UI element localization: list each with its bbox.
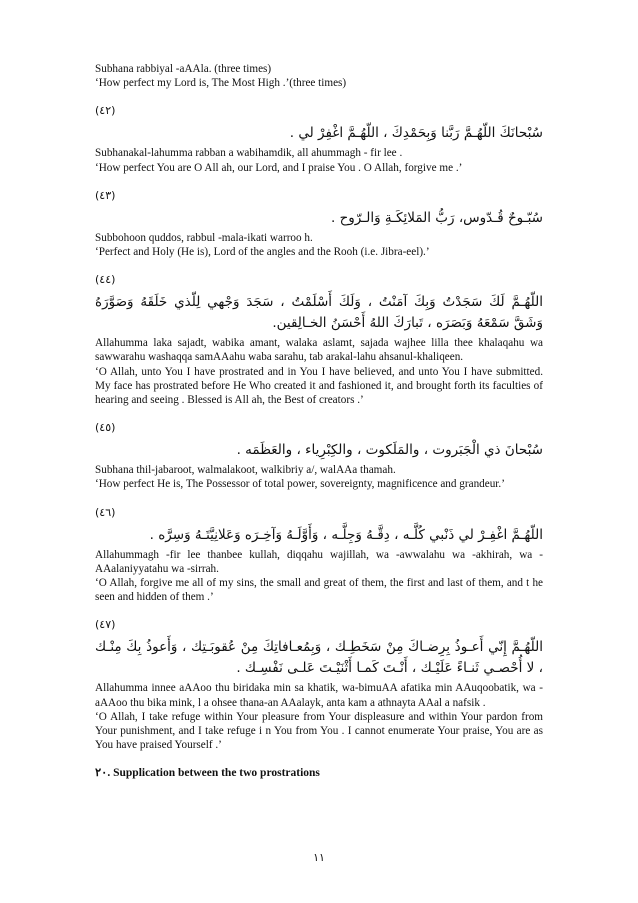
- page-number: ١١: [313, 851, 325, 864]
- page-content: [95, 62, 543, 781]
- translation: ‘How perfect You are O All ah, our Lord, and I praise You . O Allah, forgive me .’: [95, 161, 463, 174]
- translation: ‘O Allah, forgive me all of my sins, the small and great of them, the first and last of them, and t he seen and hidden of them .’: [95, 577, 543, 604]
- intro-transliteration: Subhana rabbiyal -aAAla. (three times): [95, 63, 272, 75]
- arabic-text: اللّهُـمَّ إِنّي أَعـوذُ بِرِضـاكَ مِنْ سَخَطِـك ، وَبِمُعـافاتِكَ مِنْ عُقوبَـتِك ، وَأَعوذُ بِكَ مِنْـك ، لا أُحْصـي ثَنـاءً عَلَيْـك ، أَنْـتَ كَمـا أَثْنَيْـتَ عَلـى نَفْسِـك .: [95, 639, 543, 677]
- transliteration: Subhana thil-jabaroot, walmalakoot, walkibriy a/, walAAa thamah.: [95, 464, 396, 477]
- transliteration: Allahummagh -fir lee thanbee kullah, diqqahu wajillah, wa -awwalahu wa -akhirah, wa -AAalaniyyatahu wa -sirrah.: [95, 548, 543, 575]
- translation: ‘How perfect He is, The Possessor of total power, sovereignty, magnificence and grandeur.’: [95, 478, 505, 491]
- translation: ‘O Allah, unto You I have prostrated and in You I have believed, and unto You I have submitted. My face has prostrated before He Who created it and fashioned it, and brought forth its faculties of hearing and seeing . Blessed is All ah, the Best of creators .’: [95, 365, 543, 407]
- arabic-text: سُبّـوحٌ قُـدّوس، رَبُّ المَلائِكَـةِ وَالـرّوح .: [330, 209, 543, 226]
- supplication-number: (٤٣): [95, 188, 116, 202]
- arabic-text: اللّهُـمَّ لَكَ سَجَدْتُ وَبِكَ آمَنْتُ ، وَلَكَ أَسْلَمْتُ ، سَجَدَ وَجْهي لِلّذي خَلَقَهُ وَصَوَّرَهُ وَشَقَّ سَمْعَهُ وَبَصَرَه ، تَبارَكَ اللهُ أَحْسَنُ الخـالِقين.: [95, 294, 543, 332]
- arabic-text: سُبْحانَ ذي الْجَبَروت ، والمَلَكوت ، والكِبْرِياء ، والعَظَمَه .: [236, 442, 543, 459]
- supplication-number: (٤٢): [95, 104, 116, 118]
- translation: ‘Perfect and Holy (He is), Lord of the angles and the Rooh (i.e. Jibra-eel).’: [95, 246, 430, 259]
- section-heading: ٢٠. Supplication between the two prostrations: [95, 767, 320, 780]
- intro-translation: ‘How perfect my Lord is, The Most High .’(three times): [95, 77, 347, 90]
- transliteration: Subbohoon quddos, rabbul -mala-ikati warroo h.: [95, 231, 313, 244]
- arabic-text: سُبْحانَكَ اللّهُـمَّ رَبَّنا وَبِحَمْدِكَ ، اللّهُـمَّ اغْفِرْ لي .: [289, 125, 543, 142]
- supplication-number: (٤٦): [95, 505, 116, 519]
- supplication-number: (٤٤): [95, 273, 116, 287]
- transliteration: Allahumma laka sajadt, wabika amant, walaka aslamt, sajada wajhee lilla thee khalaqahu wa sawwarahu washaqqa samAAahu waba sarahu, tab arakal-lahu ahsanul-khaliqeen.: [95, 337, 543, 364]
- supplication-number: (٤٧): [95, 618, 116, 632]
- arabic-text: اللّهُـمَّ اغْفِـرْ لي ذَنْبي كُلَّـه ، دِقَّـهُ وَجِلَّـه ، وَأَوَّلَـهُ وَآخِـرَه وَعَلانِيَّتَـهُ وَسِرَّه .: [149, 526, 543, 543]
- translation: ‘O Allah, I take refuge within Your pleasure from Your displeasure and within Your pardon from Your punishment, and I take refuge i n You from You . I cannot enumerate Your praise, You are as You have praised Yourself .’: [95, 710, 543, 752]
- transliteration: Subhanakal-lahumma rabban a wabihamdik, all ahummagh - fir lee .: [95, 147, 403, 160]
- supplication-number: (٤٥): [95, 421, 116, 435]
- transliteration: Allahumma innee aAAoo thu biridaka min sa khatik, wa-bimuAA afatika min AAuqoobatik, wa -aAAoo thu bika mink, l a ohsee thana-an AAalayk, anta kam a athnayta AAal a nafsik .: [95, 682, 543, 709]
